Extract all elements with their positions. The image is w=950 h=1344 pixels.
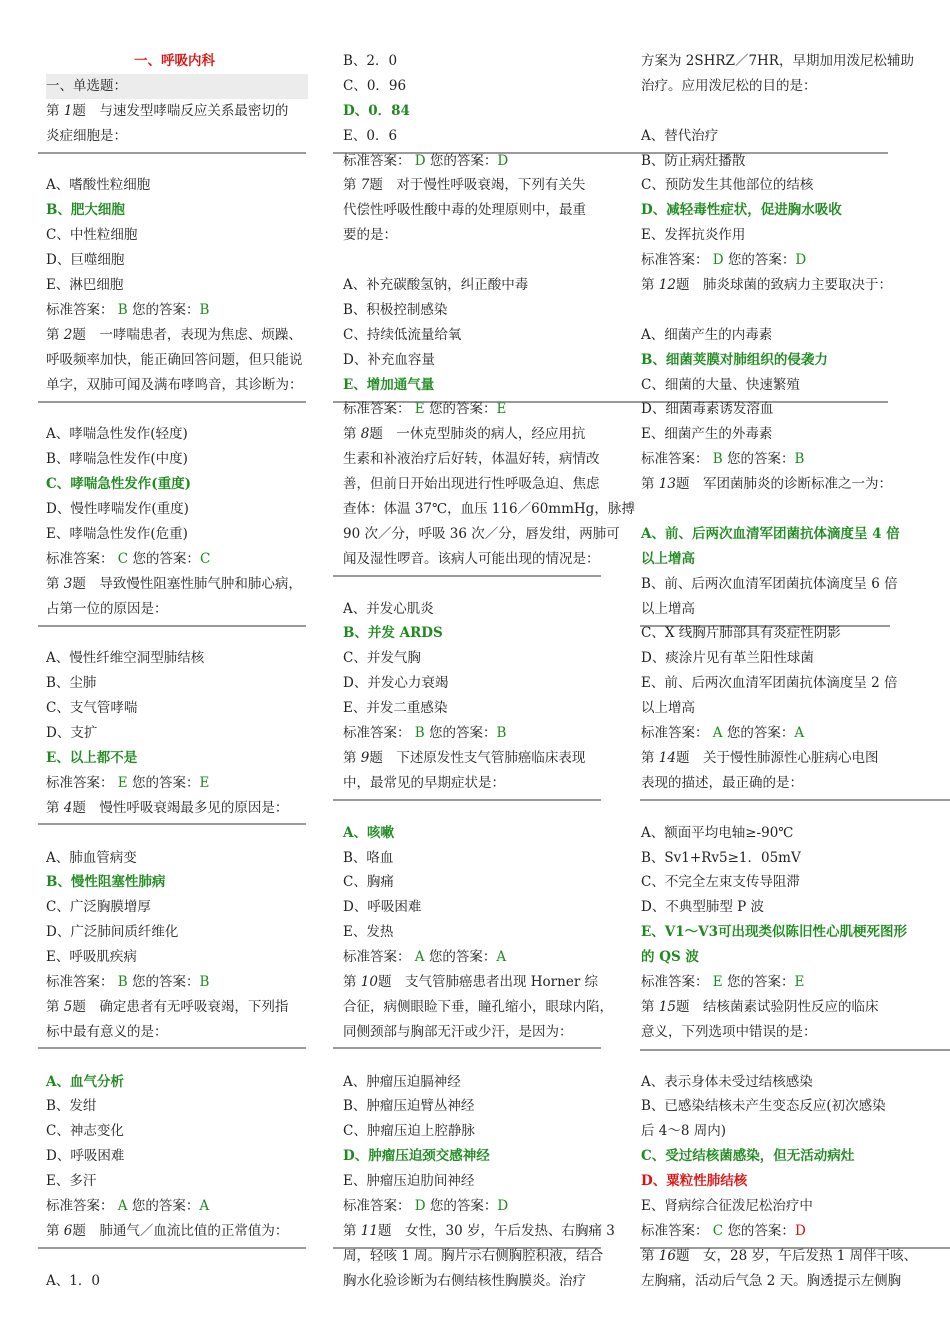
option[interactable]: B、已感染结核未产生变态反应(初次感染 (641, 1098, 886, 1115)
option[interactable]: A、额面平均电轴≥-90℃ (641, 824, 794, 841)
option[interactable]: E、并发二重感染 (343, 700, 448, 717)
column-3 (641, 49, 918, 1294)
option-correct[interactable]: D、肿瘤压迫颈交感神经 (343, 1148, 490, 1165)
answer-row: 标准答案： D 您的答案：D (641, 252, 807, 269)
option-correct[interactable]: B、慢性阻塞性肺病 (46, 874, 166, 891)
option[interactable]: D、支扩 (46, 725, 98, 742)
option[interactable]: C、不完全左束支传导阻滞 (641, 874, 800, 891)
option[interactable]: A、细菌产生的内毒素 (641, 326, 773, 343)
answer-row: 标准答案： E 您的答案：E (641, 973, 805, 990)
option[interactable]: E、发热 (343, 924, 394, 941)
question-2-stem-cont: 呼吸频率加快，能正确回答问题，但只能说 (46, 351, 303, 368)
option[interactable]: C、并发气胸 (343, 650, 421, 667)
answer-row: 标准答案： A 您的答案：A (641, 725, 805, 742)
option[interactable]: E、0．6 (343, 127, 398, 144)
question-8-stem-cont: 查体：体温 37℃，血压 116／60mmHg，脉搏 (343, 501, 635, 518)
option-correct[interactable]: A、血气分析 (46, 1073, 124, 1090)
answer-row: 标准答案： E 您的答案：E (46, 774, 210, 791)
option[interactable]: A、补充碳酸氢钠，纠正酸中毒 (343, 277, 529, 294)
column-2 (343, 49, 635, 1294)
question-10-stem-cont: 合征，病侧眼睑下垂，瞳孔缩小，眼球内陷， (343, 998, 613, 1015)
question-11-stem-cont: 治疗。应用泼尼松的目的是： (641, 77, 817, 94)
question-3-stem: 第 3题 导致慢性阻塞性肺气肿和肺心病， (46, 575, 302, 592)
question-8-stem-cont: 善，但前日开始出现进行性呼吸急迫、焦虑 (343, 476, 600, 493)
option-correct[interactable]: B、并发 ARDS (343, 625, 443, 642)
option[interactable]: B、2．0 (343, 53, 398, 69)
question-2-stem: 第 2题 一哮喘患者，表现为焦虑、烦躁、 (46, 326, 302, 343)
chapter-title: 一、呼吸内科 (134, 53, 215, 69)
option[interactable]: D、痰涂片见有革兰阳性球菌 (641, 650, 814, 667)
option[interactable]: B、哮喘急性发作(中度) (46, 451, 188, 468)
question-7-stem: 第 7题 对于慢性呼吸衰竭，下列有关失 (343, 177, 586, 194)
option[interactable]: A、哮喘急性发作(轻度) (46, 426, 188, 443)
question-5-stem: 第 5题 确定患者有无呼吸衰竭，下列指 (46, 998, 289, 1015)
option[interactable]: D、不典型肺型 P 波 (641, 899, 764, 916)
option-correct-cont: 的 QS 波 (641, 949, 699, 966)
option[interactable]: A、1．0 (46, 1272, 100, 1289)
option[interactable]: D、补充血容量 (343, 351, 435, 368)
option[interactable]: D、呼吸困难 (46, 1148, 125, 1165)
option-wrong-selected[interactable]: D、粟粒性肺结核 (641, 1173, 748, 1190)
answer-row: 标准答案： C 您的答案：D (641, 1222, 806, 1239)
answer-row: 标准答案： B 您的答案：B (46, 973, 210, 990)
option[interactable]: C、X 线胸片肺部具有炎症性阴影 (641, 625, 841, 642)
option[interactable]: B、前、后两次血清军团菌抗体滴度呈 6 倍 (641, 575, 898, 592)
option[interactable]: D、并发心力衰竭 (343, 675, 449, 692)
option-correct-cont: 以上增高 (641, 550, 695, 567)
option[interactable]: B、Sv1+Rv5≥1．05mV (641, 849, 801, 866)
option-correct[interactable]: E、增加通气量 (343, 376, 435, 393)
option[interactable]: A、肺血管病变 (46, 849, 137, 866)
answer-row: 标准答案： B 您的答案：B (641, 451, 805, 468)
option-correct[interactable]: B、细菌荚膜对肺组织的侵袭力 (641, 351, 828, 368)
option[interactable]: A、替代治疗 (641, 127, 719, 144)
question-6-stem: 第 6题 肺通气／血流比值的正常值为： (46, 1222, 289, 1239)
option[interactable]: E、淋巴细胞 (46, 277, 124, 294)
question-10-stem-cont: 同侧颈部与胸部无汗或少汗，是因为： (343, 1023, 573, 1040)
option[interactable]: B、咯血 (343, 849, 394, 866)
question-4-stem: 第 4题 慢性呼吸衰竭最多见的原因是： (46, 799, 289, 816)
question-13-stem: 第 13题 军团菌肺炎的诊断标准之一为： (641, 476, 892, 493)
option[interactable]: C、细菌的大量、快速繁殖 (641, 376, 800, 393)
question-11-stem-cont: 方案为 2SHRZ／7HR，早期加用泼尼松辅助 (641, 53, 914, 69)
option[interactable]: C、支气管哮喘 (46, 700, 138, 717)
question-8-stem-cont: 闻及湿性啰音。该病人可能出现的情况是： (343, 550, 600, 567)
answer-row: 标准答案： D 您的答案：D (343, 1197, 509, 1214)
option[interactable]: C、0．96 (343, 77, 407, 94)
option[interactable]: A、嗜酸性粒细胞 (46, 177, 151, 194)
question-11-stem: 第 11题 女性，30 岁，午后发热、右胸痛 3 (343, 1222, 615, 1239)
question-11-stem-cont: 周，轻咳 1 周。胸片示右侧胸腔积液，结合 (343, 1247, 604, 1264)
option[interactable]: E、肾病综合征泼尼松治疗中 (641, 1197, 813, 1214)
option-correct[interactable]: E、V1～V3可出现类似陈旧性心肌梗死图形 (641, 924, 908, 941)
question-16-stem-cont: 左胸痛，活动后气急 2 天。胸透提示左侧胸 (641, 1272, 902, 1289)
question-7-stem-cont: 要的是： (343, 227, 397, 244)
question-7-stem-cont: 代偿性呼吸性酸中毒的处理原则中，最重 (343, 202, 586, 219)
option-correct[interactable]: E、以上都不是 (46, 749, 138, 766)
option[interactable]: E、细菌产生的外毒素 (641, 426, 773, 443)
option[interactable]: B、防止病灶播散 (641, 152, 746, 169)
option-correct[interactable]: D、减轻毒性症状，促进胸水吸收 (641, 202, 842, 219)
question-8-stem-cont: 生素和补液治疗后好转，体温好转，病情改 (343, 451, 600, 468)
option[interactable]: C、中性粒细胞 (46, 227, 138, 244)
option[interactable]: C、广泛胸膜增厚 (46, 899, 151, 916)
option[interactable]: A、并发心肌炎 (343, 600, 434, 617)
option[interactable]: B、肿瘤压迫臂丛神经 (343, 1098, 475, 1115)
question-2-stem-cont: 单字，双肺可闻及满布哮鸣音，其诊断为： (46, 376, 303, 393)
answer-row: 标准答案： A 您的答案：A (46, 1197, 210, 1214)
option[interactable]: D、细菌毒素诱发溶血 (641, 401, 774, 418)
option-correct[interactable]: C、受过结核菌感染，但无活动病灶 (641, 1148, 855, 1165)
option[interactable]: C、神志变化 (46, 1123, 124, 1140)
option[interactable]: C、预防发生其他部位的结核 (641, 177, 814, 194)
option-correct[interactable]: A、前、后两次血清军团菌抗体滴度呈 4 倍 (641, 525, 900, 542)
option[interactable]: A、肿瘤压迫膈神经 (343, 1073, 461, 1090)
option-correct[interactable]: C、哮喘急性发作(重度) (46, 476, 192, 493)
option[interactable]: E、哮喘急性发作(危重) (46, 525, 188, 542)
question-9-stem: 第 9题 下述原发性支气管肺癌临床表现 (343, 749, 586, 766)
question-14-stem-cont: 表现的描述，最正确的是： (641, 774, 803, 791)
question-11-stem-cont: 胸水化验诊断为右侧结核性胸膜炎。治疗 (343, 1272, 586, 1289)
option[interactable]: E、多汗 (46, 1173, 97, 1190)
option[interactable]: A、表示身体未受过结核感染 (641, 1073, 813, 1090)
option[interactable]: B、尘肺 (46, 675, 97, 692)
question-16-stem: 第 16题 女，28 岁，午后发热 1 周伴干咳、 (641, 1247, 918, 1264)
option[interactable]: C、胸痛 (343, 874, 394, 891)
option-cont: 后 4～8 周内) (641, 1123, 727, 1140)
answer-row: 标准答案： C 您的答案：C (46, 550, 211, 567)
option[interactable]: B、积极控制感染 (343, 301, 448, 318)
answer-row: 标准答案： D 您的答案：D (343, 152, 509, 169)
section-title: 一、单选题： (46, 74, 308, 99)
option[interactable]: E、肿瘤压迫肋间神经 (343, 1173, 475, 1190)
question-10-stem: 第 10题 支气管肺癌患者出现 Horner 综 (343, 973, 599, 990)
option[interactable]: A、慢性纤维空洞型肺结核 (46, 650, 205, 667)
option-correct[interactable]: B、肥大细胞 (46, 202, 125, 219)
option-correct[interactable]: D、0．84 (343, 102, 410, 119)
option[interactable]: B、发绀 (46, 1098, 97, 1115)
answer-row: 标准答案： A 您的答案：A (343, 949, 507, 966)
option[interactable]: E、发挥抗炎作用 (641, 227, 746, 244)
question-8-stem-cont: 90 次／分，呼吸 36 次／分，唇发绀，两肺可 (343, 525, 620, 542)
column-1 (46, 49, 314, 1294)
option[interactable]: E、呼吸肌疾病 (46, 949, 137, 966)
option[interactable]: D、巨噬细胞 (46, 252, 125, 269)
option[interactable]: D、呼吸困难 (343, 899, 422, 916)
answer-row: 标准答案： E 您的答案：E (343, 401, 507, 418)
option[interactable]: C、持续低流量给氧 (343, 326, 462, 343)
option[interactable]: E、前、后两次血清军团菌抗体滴度呈 2 倍 (641, 675, 898, 692)
answer-row: 标准答案： B 您的答案：B (46, 301, 210, 318)
option[interactable]: D、慢性哮喘发作(重度) (46, 501, 189, 518)
option[interactable]: C、肿瘤压迫上腔静脉 (343, 1123, 475, 1140)
question-12-stem: 第 12题 肺炎球菌的致病力主要取决于： (641, 277, 892, 294)
question-1-stem-cont: 炎症细胞是： (46, 127, 127, 144)
question-15-stem-cont: 意义，下列选项中错误的是： (641, 1023, 817, 1040)
question-14-stem: 第 14题 关于慢性肺源性心脏病心电图 (641, 749, 879, 766)
option[interactable]: D、广泛肺间质纤维化 (46, 924, 179, 941)
question-1-stem: 第 1题 与速发型哮喘反应关系最密切的 (46, 102, 289, 119)
question-15-stem: 第 15题 结核菌素试验阴性反应的临床 (641, 998, 879, 1015)
question-9-stem-cont: 中，最常见的早期症状是： (343, 774, 505, 791)
question-3-stem-cont: 占第一位的原因是： (46, 600, 168, 617)
question-5-stem-cont: 标中最有意义的是： (46, 1023, 168, 1040)
option-cont: 以上增高 (641, 600, 695, 617)
option-correct[interactable]: A、咳嗽 (343, 824, 394, 841)
answer-row: 标准答案： B 您的答案：B (343, 725, 507, 742)
question-8-stem: 第 8题 一休克型肺炎的病人，经应用抗 (343, 426, 586, 443)
option-cont: 以上增高 (641, 700, 695, 717)
